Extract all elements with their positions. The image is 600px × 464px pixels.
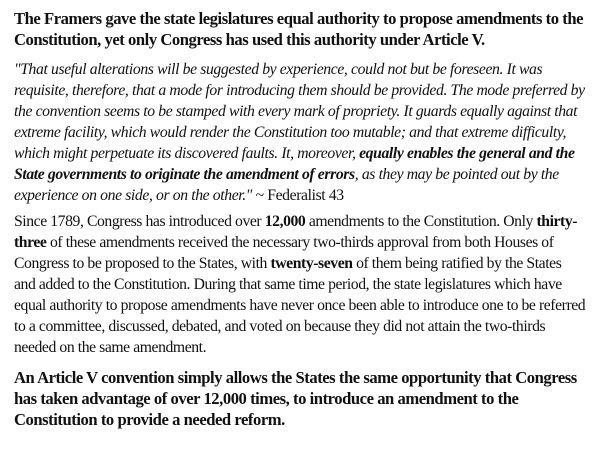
quote-emphasis: equally enables the general and the State governments to originate the amendment of errors — [14, 145, 575, 183]
body-text-4: of them being ratified by the States and added to the Constitution. During that same time period, the state legislatures which have equal authority to propose amendments have never once been able to introduce one to be referred to a committee, discussed, debated, and voted on because they did not attain the two-thirds needed on the same amendment. — [14, 255, 586, 356]
body-text-3: of these amendments received the necessary two-thirds approval from both Houses of Congress to be proposed to the States, with — [14, 234, 554, 272]
body-text-1: Since 1789, Congress has introduced over — [14, 213, 265, 230]
quote-text-2: , as they may be pointed out by the experience on one side, or on the other." — [14, 166, 559, 204]
body-text-2: amendments to the Constitution. Only — [305, 213, 537, 230]
heading: The Framers gave the state legislatures equal authority to propose amendments to the Constitution, yet only Congress has used this authority under Article V. — [14, 9, 584, 49]
body-bold-count: 12,000 — [264, 213, 306, 230]
quote-text-1: "That useful alterations will be suggested by experience, could not but be foreseen. It was requisite, therefore, that a mode for introducing them should be provided. The mode preferred by the convention seems to be stamped with every mark of propriety. It guards equally against that extreme facility, which would render the Constitution too mutable; and that extreme difficulty, which might perpetuate its discovered faults. It, moreover, — [14, 61, 585, 162]
body-bold-proposed: thirty-three — [14, 213, 578, 251]
federalist-quote — [14, 59, 586, 206]
closing-paragraph: An Article V convention simply allows the States the same opportunity that Congress has taken advantage of over 12,000 times, to introduce an amendment to the Constitution to provide a needed reform. — [14, 368, 577, 429]
body-paragraph — [14, 211, 586, 358]
quote-attribution: ~ Federalist 43 — [252, 187, 344, 204]
body-bold-ratified: twenty-seven — [270, 255, 353, 272]
